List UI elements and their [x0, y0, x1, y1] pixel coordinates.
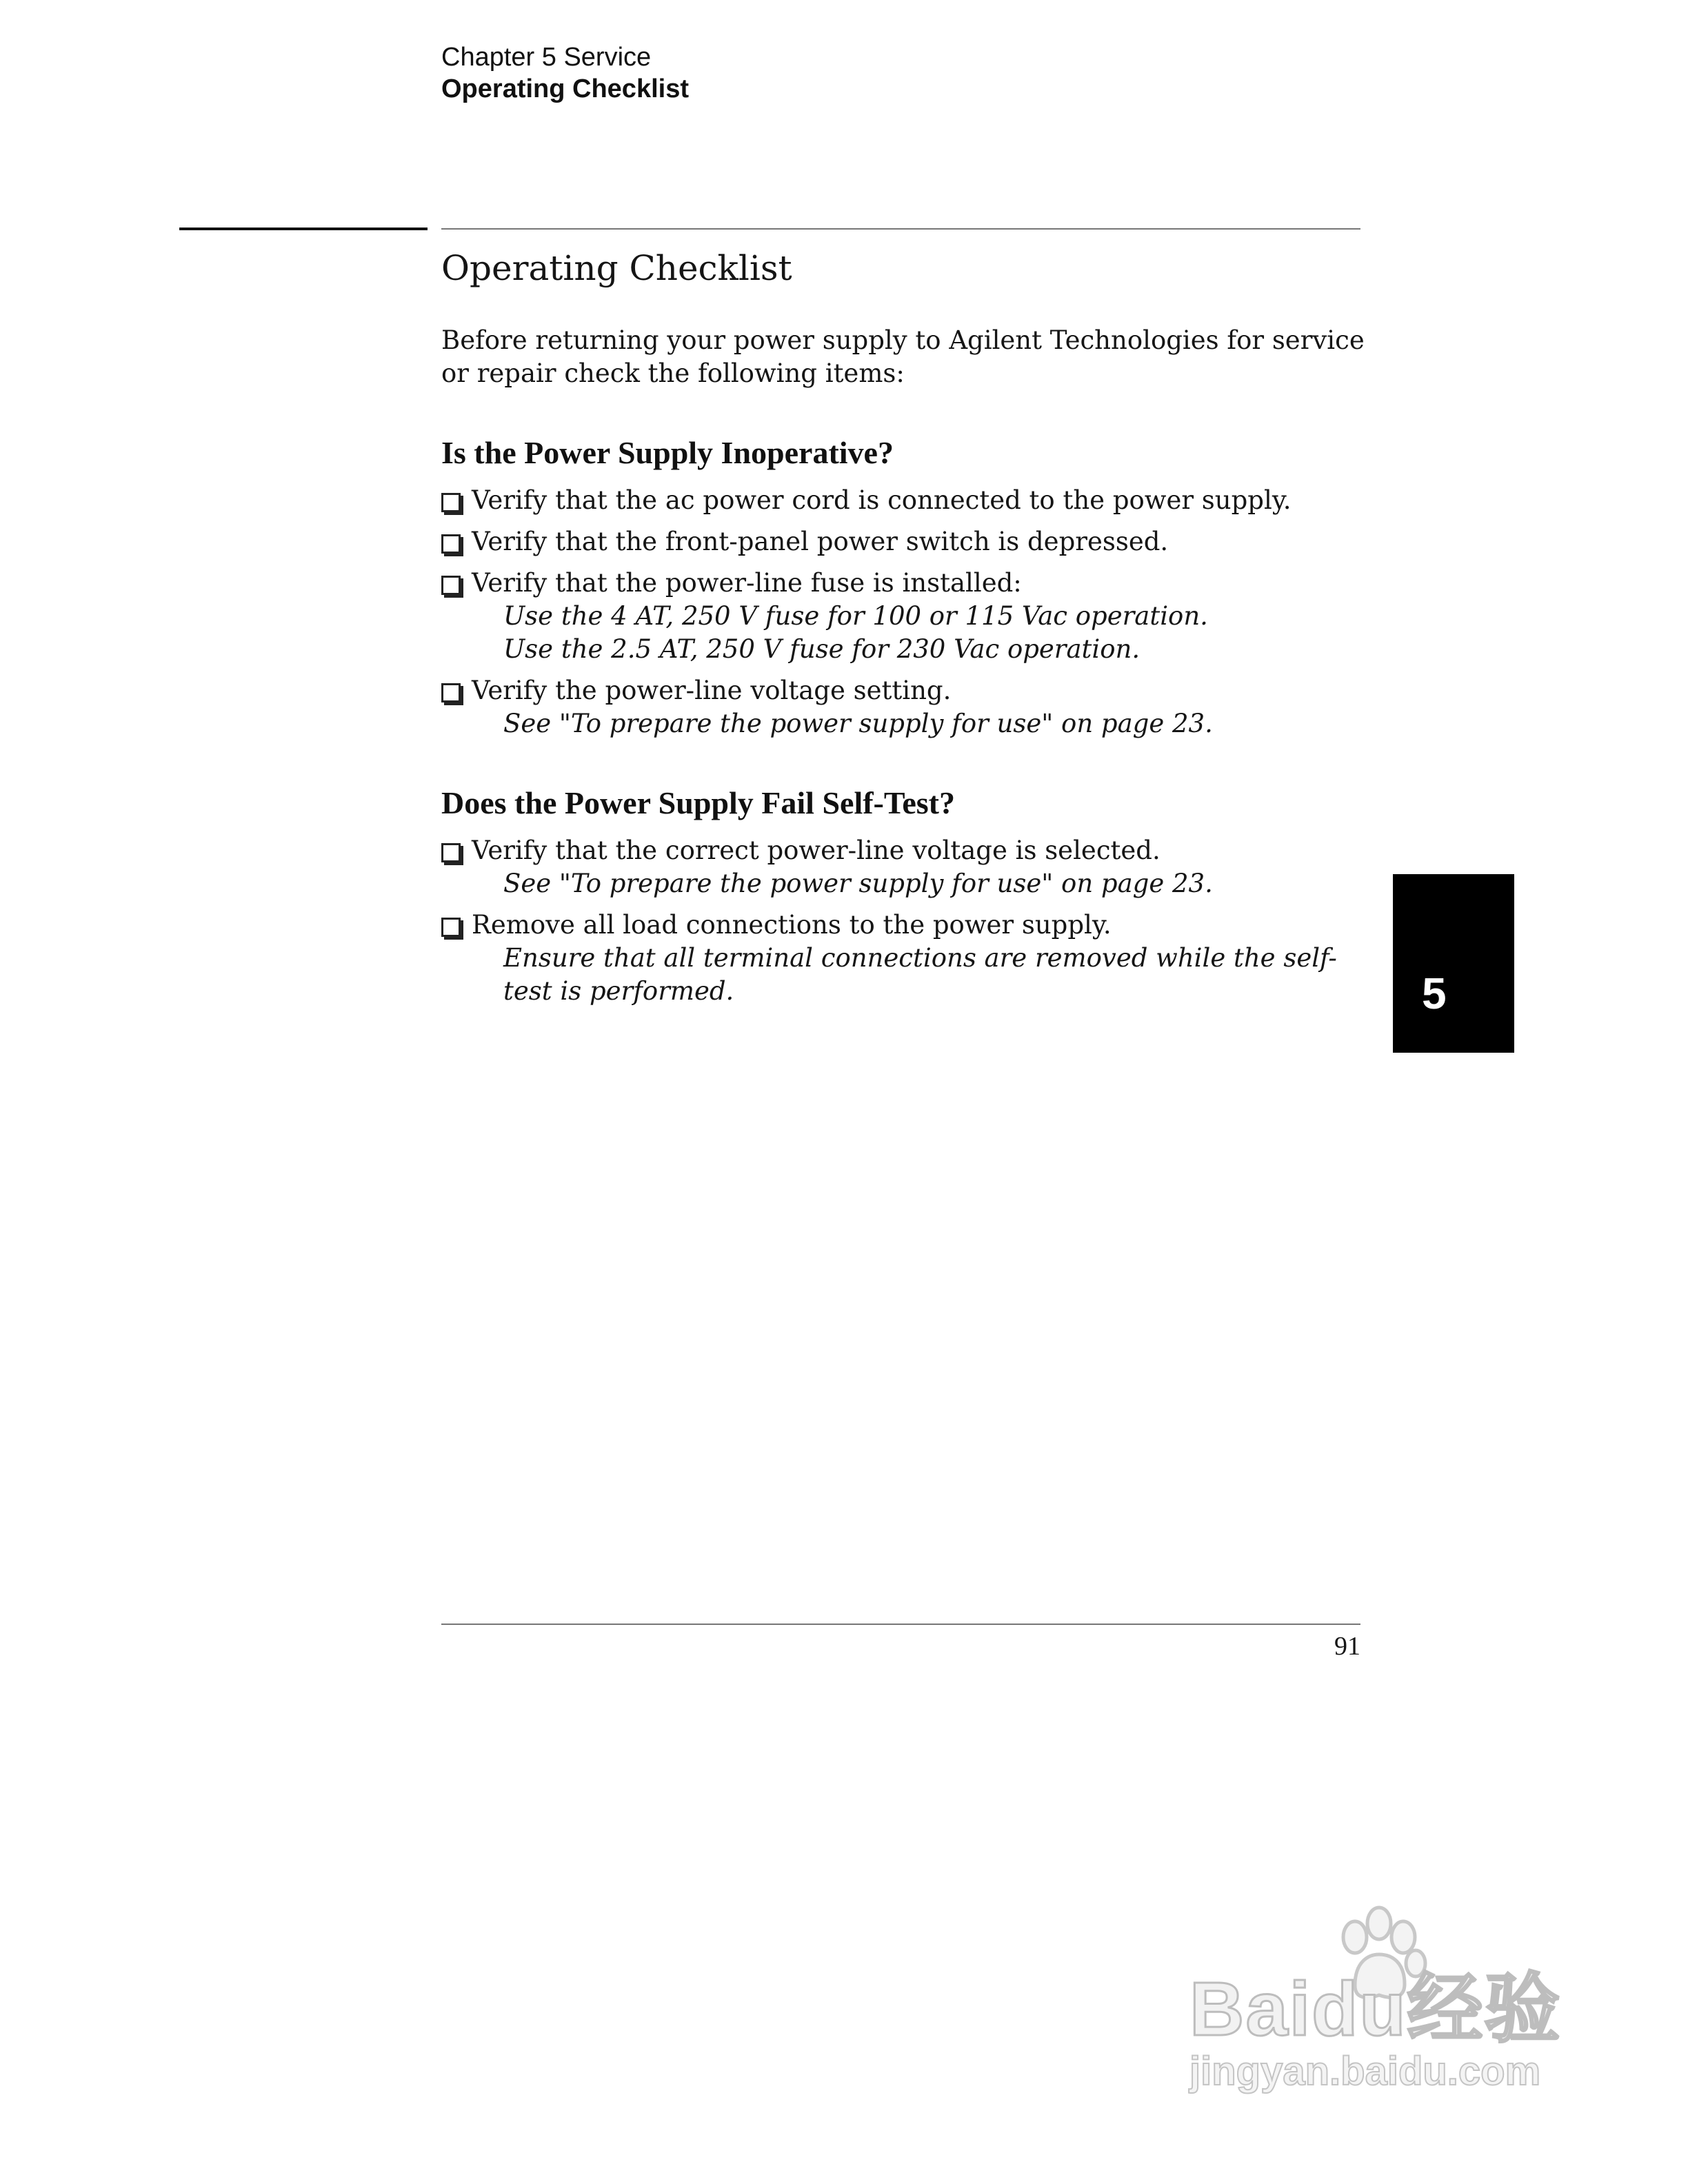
section-heading: Is the Power Supply Inoperative?: [441, 435, 894, 470]
checklist-item: [441, 484, 1365, 517]
checkbox-icon: [441, 493, 461, 512]
checklist-item-text: Verify that the correct power-line voltage is selected.: [472, 836, 1160, 865]
checklist-item-note: Ensure that all terminal connections are removed while the self-test is performed.: [503, 943, 1337, 1006]
checklist-item-body: [472, 525, 1365, 558]
checklist-item: [441, 525, 1365, 558]
watermark-brand: Baidu经验: [1189, 1967, 1562, 2052]
page-title: Operating Checklist: [441, 248, 792, 288]
checklist-item-note: See "To prepare the power supply for use" on page 23.: [503, 709, 1213, 738]
checklist: [441, 484, 1365, 740]
checklist-item-body: [472, 674, 1365, 740]
checklist-item: [441, 909, 1365, 1008]
checklist-item-note: See "To prepare the power supply for use" on page 23.: [503, 869, 1213, 898]
checklist-item-note: Use the 4 AT, 250 V fuse for 100 or 115 Vac operation.: [503, 601, 1208, 631]
checkbox-icon: [441, 683, 461, 702]
checklist-item: [441, 567, 1365, 666]
checkbox-icon: [441, 534, 461, 554]
main-content: [441, 245, 1365, 1051]
checklist-item-note: Use the 2.5 AT, 250 V fuse for 230 Vac operation.: [503, 634, 1141, 664]
footer-rule: [441, 1624, 1360, 1625]
checklist: [441, 834, 1365, 1008]
checklist-item: [441, 834, 1365, 900]
watermark-site: jingyan.baidu.com: [1189, 2049, 1541, 2094]
chapter-tab: [1393, 874, 1514, 1053]
section-heading: Does the Power Supply Fail Self-Test?: [441, 785, 955, 820]
checklist-item-text: Verify that the front-panel power switch is depressed.: [472, 527, 1169, 556]
heading-rule: [441, 228, 1360, 230]
running-header: [441, 41, 689, 105]
page-number: 91: [1334, 1632, 1360, 1661]
intro-paragraph: Before returning your power supply to Agilent Technologies for service or repair check the following items:: [441, 325, 1365, 388]
section-label: Operating Checklist: [441, 74, 689, 103]
checkbox-icon: [441, 843, 461, 862]
heading-rule-left: [179, 228, 428, 230]
checklist-item-body: [472, 567, 1365, 666]
checklist-item-body: [472, 909, 1365, 1008]
checklist-sections: [441, 433, 1365, 1008]
checkbox-icon: [441, 576, 461, 595]
checklist-item: [441, 674, 1365, 740]
checklist-item-text: Verify that the power-line fuse is installed:: [472, 568, 1022, 598]
checklist-item-body: [472, 834, 1365, 900]
checklist-item-text: Verify the power-line voltage setting.: [472, 676, 952, 705]
checklist-item-text: Verify that the ac power cord is connected to the power supply.: [472, 485, 1292, 515]
watermark: [1183, 1903, 1582, 2110]
checkbox-icon: [441, 918, 461, 937]
chapter-tab-label: 5: [1422, 969, 1447, 1018]
checklist-item-body: [472, 484, 1365, 517]
chapter-label: Chapter 5 Service: [441, 43, 652, 72]
checklist-item-text: Remove all load connections to the power supply.: [472, 910, 1112, 940]
